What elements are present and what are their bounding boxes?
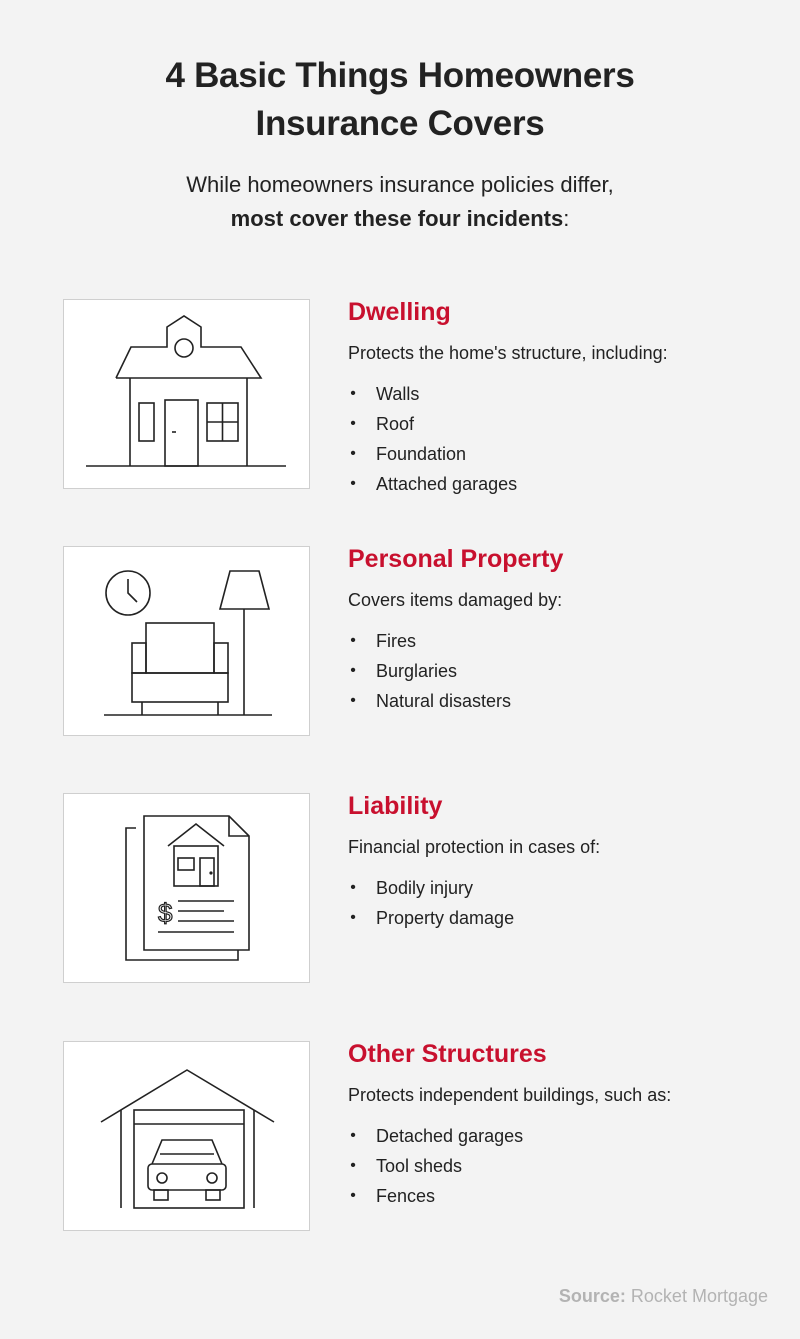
title-line-2: Insurance Covers: [255, 104, 545, 143]
bullet-text: Attached garages: [376, 474, 518, 494]
garage-car-icon-box: [63, 1041, 310, 1231]
svg-text:$: $: [158, 898, 173, 928]
list-item: [348, 1121, 523, 1151]
source-credit: [559, 1286, 768, 1307]
section-description-dwelling: Protects the home's structure, including:: [348, 343, 668, 363]
bullet-icon: •: [350, 662, 356, 679]
bullet-text: Bodily injury: [376, 878, 474, 898]
garage-car-icon: [64, 1042, 311, 1232]
list-item: [348, 379, 517, 409]
bullet-icon: •: [350, 445, 356, 462]
house-icon: [64, 300, 311, 490]
source-label: Source:: [558, 1286, 626, 1306]
bullet-text: Property damage: [376, 908, 515, 928]
bullet-text: Detached garages: [376, 1126, 524, 1146]
bullet-text: Walls: [376, 384, 420, 404]
list-item: [348, 1181, 523, 1211]
bullet-icon: •: [350, 1127, 356, 1144]
subtitle-colon: :: [563, 206, 570, 231]
bullet-text: Burglaries: [376, 661, 458, 681]
list-item: [348, 873, 514, 903]
bullet-icon: •: [350, 1187, 356, 1204]
list-item: [348, 409, 517, 439]
list-item: [348, 1151, 523, 1181]
subtitle-line-1: While homeowners insurance policies differ,: [186, 172, 614, 197]
bullet-icon: •: [350, 909, 356, 926]
bullet-icon: •: [350, 385, 356, 402]
bullet-icon: •: [350, 879, 356, 896]
section-other-structures: [0, 1041, 800, 1241]
bullet-text: Fences: [376, 1186, 436, 1206]
section-liability: [0, 793, 800, 993]
house-icon-box: [63, 299, 310, 489]
section-description-liability: Financial protection in cases of:: [348, 837, 601, 857]
page-title: [0, 52, 800, 148]
lamp-icon: [220, 571, 269, 609]
document-house-icon: [64, 794, 311, 984]
section-personal-property: [0, 546, 800, 746]
section-title-liability: Liability: [348, 792, 443, 820]
bullet-text: Roof: [376, 414, 415, 434]
list-item: [348, 686, 511, 716]
bullet-icon: •: [350, 475, 356, 492]
bullet-icon: •: [350, 692, 356, 709]
subtitle-line-2: [0, 202, 800, 236]
bullet-icon: •: [350, 415, 356, 432]
section-description-other-structures: Protects independent buildings, such as:: [348, 1085, 672, 1105]
bullet-text: Foundation: [376, 444, 467, 464]
bullet-list-liability: [348, 873, 514, 933]
section-title-personal-property: Personal Property: [348, 545, 564, 573]
bullet-icon: •: [350, 632, 356, 649]
section-title-dwelling: Dwelling: [348, 298, 451, 326]
bullet-text: Natural disasters: [376, 691, 512, 711]
document-house-icon-box: [63, 793, 310, 983]
list-item: [348, 439, 517, 469]
subtitle: [0, 168, 800, 236]
list-item: [348, 656, 511, 686]
bullet-icon: •: [350, 1157, 356, 1174]
bullet-list-personal-property: [348, 626, 511, 716]
list-item: [348, 626, 511, 656]
living-room-icon: [64, 547, 311, 737]
section-title-other-structures: Other Structures: [348, 1040, 547, 1068]
list-item: [348, 469, 517, 499]
bullet-list-dwelling: [348, 379, 517, 499]
bullet-text: Fires: [376, 631, 416, 651]
bullet-list-other-structures: [348, 1121, 523, 1211]
subtitle-emphasis: most cover these four incidents: [230, 206, 564, 231]
source-value: Rocket Mortgage: [630, 1286, 768, 1306]
section-dwelling: [0, 299, 800, 499]
title-line-1: 4 Basic Things Homeowners: [165, 56, 635, 95]
section-description-personal-property: Covers items damaged by:: [348, 590, 563, 610]
living-room-icon-box: [63, 546, 310, 736]
bullet-text: Tool sheds: [376, 1156, 463, 1176]
list-item: [348, 903, 514, 933]
